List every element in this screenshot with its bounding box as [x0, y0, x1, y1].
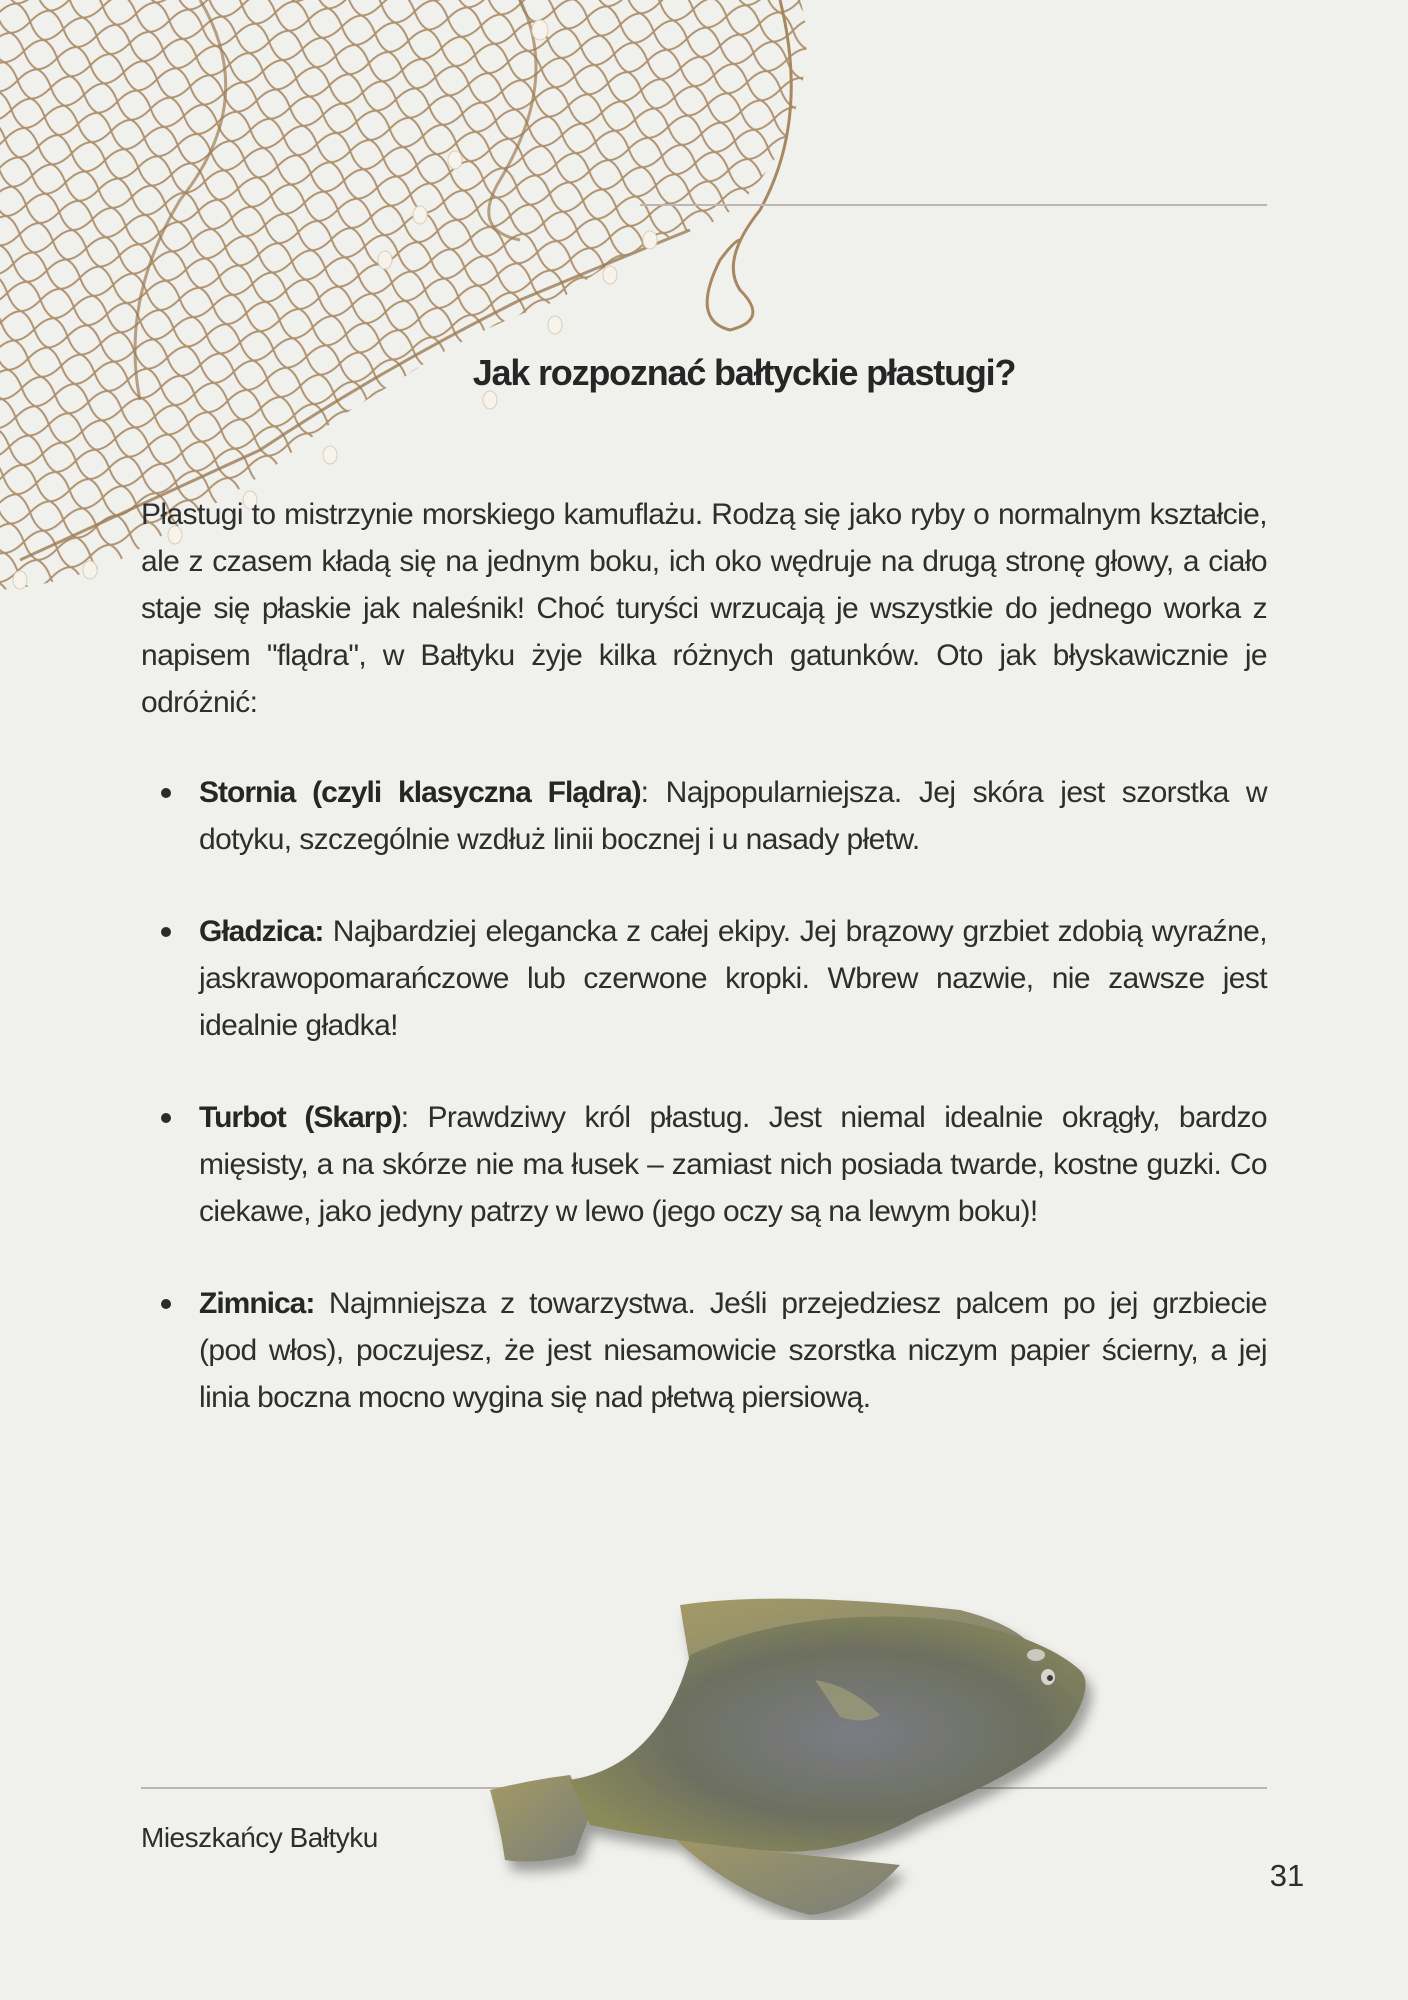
footer-section-title: Mieszkańcy Bałtyku	[141, 1822, 378, 1853]
species-name: Stornia (czyli klasyczna Flądra)	[199, 776, 641, 809]
species-description: : Najpopularniejsza. Jej skóra jest szorstka w dotyku, szczególnie wzdłuż linii bocznej i u nasady płetw.	[199, 776, 1267, 856]
bullet-icon	[161, 788, 171, 798]
species-item-turbot	[141, 1094, 1267, 1235]
top-divider	[640, 204, 1267, 206]
intro-paragraph: Płastugi to mistrzynie morskiego kamuflażu. Rodzą się jako ryby o normalnym kształcie, ale z czasem kładą się na jednym boku, ich oko wędruje na drugą stronę głowy, a ciało staje się płaskie jak naleśnik! Choć turyści wrzucają je wszystkie do jednego worka z napisem "flądra", w Bałtyku żyje kilka różnych gatunków. Oto jak błyskawicznie je odróżnić:	[141, 498, 1267, 719]
species-description: : Prawdziwy król płastug. Jest niemal idealnie okrągły, bardzo mięsisty, a na skórze nie ma łusek – zamiast nich posiada twarde, kostne guzki. Co ciekawe, jako jedyny patrzy w lewo (jego oczy są na lewym boku)!	[199, 1101, 1268, 1228]
bullet-icon	[161, 927, 171, 937]
species-item-zimnica	[141, 1280, 1267, 1421]
species-description: Najmniejsza z towarzystwa. Jeśli przejedziesz palcem po jej grzbiecie (pod włos), poczujesz, że jest niesamowicie szorstka niczym papier ścierny, a jej linia boczna mocno wygina się nad płetwą piersiową.	[199, 1287, 1267, 1414]
flatfish-image	[480, 1585, 1100, 1920]
bullet-icon	[161, 1113, 171, 1123]
species-name: Zimnica:	[199, 1287, 315, 1320]
species-name: Gładzica:	[199, 915, 324, 948]
species-item-gladzica	[141, 908, 1267, 1049]
page-number: 31	[1269, 1858, 1305, 1893]
species-name: Turbot (Skarp)	[199, 1101, 401, 1134]
species-list	[141, 769, 1267, 1421]
bullet-icon	[161, 1299, 171, 1309]
species-item-stornia	[141, 769, 1267, 863]
page-title: Jak rozpoznać bałtyckie płastugi?	[472, 352, 1016, 393]
species-description: Najbardziej elegancka z całej ekipy. Jej brązowy grzbiet zdobią wyraźne, jaskrawopomarańczowe lub czerwone kropki. Wbrew nazwie, nie zawsze jest idealnie gładka!	[199, 915, 1267, 1042]
